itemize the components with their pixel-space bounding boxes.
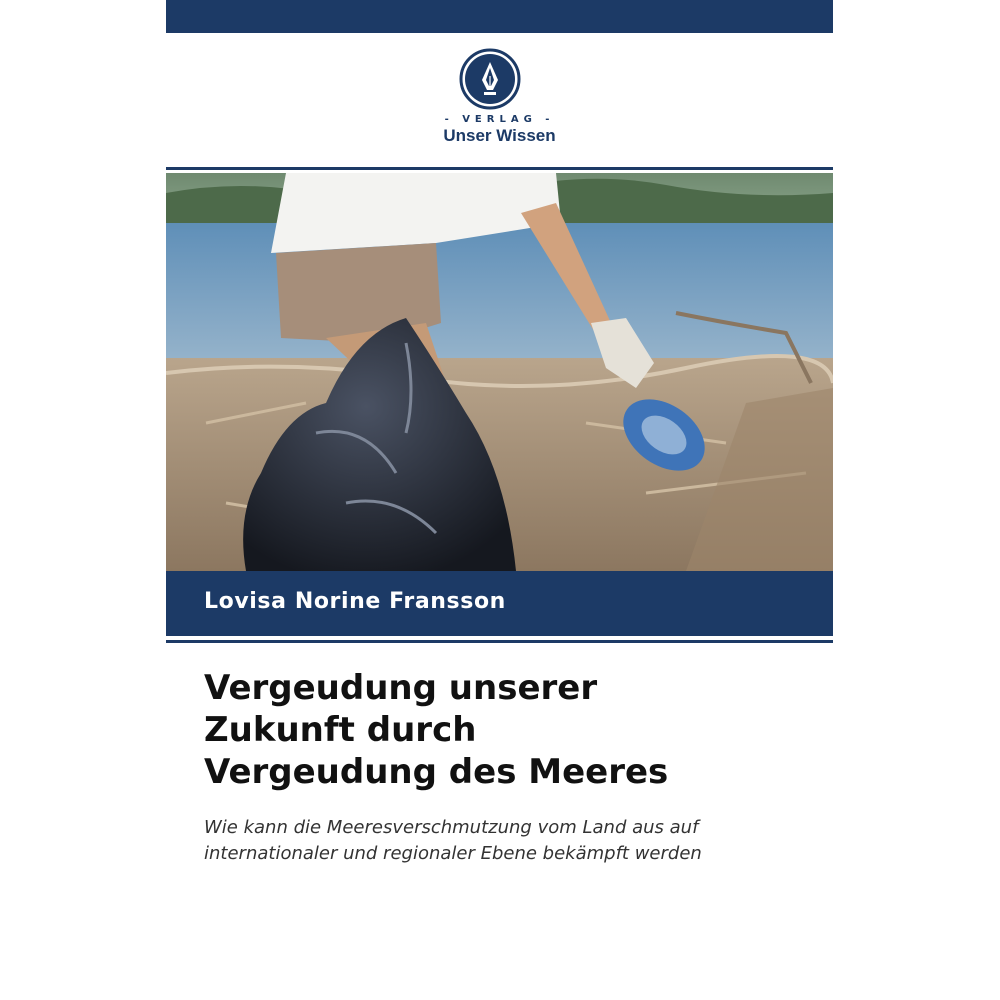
- author-name: Lovisa Norine Fransson: [204, 589, 506, 614]
- fountain-pen-logo-icon: [459, 48, 521, 110]
- divider-lower: [166, 640, 833, 643]
- cover-photo: [166, 173, 833, 571]
- book-subtitle: [204, 815, 824, 867]
- subtitle-line: internationaler und regionaler Ebene bekämpft werden: [204, 843, 702, 864]
- subtitle-line: Wie kann die Meeresverschmutzung vom Land aus auf: [204, 817, 699, 838]
- book-cover: [166, 0, 833, 1000]
- top-color-band: [166, 0, 833, 33]
- title-line: Vergeudung des Meeres: [204, 752, 669, 792]
- title-line: Zukunft durch: [204, 710, 477, 750]
- publisher-verlag-label: - VERLAG -: [444, 114, 555, 125]
- divider-upper: [166, 167, 833, 170]
- publisher-name: Unser Wissen: [443, 126, 556, 145]
- title-line: Vergeudung unserer: [204, 668, 598, 708]
- book-title: [204, 667, 804, 793]
- author-band: [166, 571, 833, 636]
